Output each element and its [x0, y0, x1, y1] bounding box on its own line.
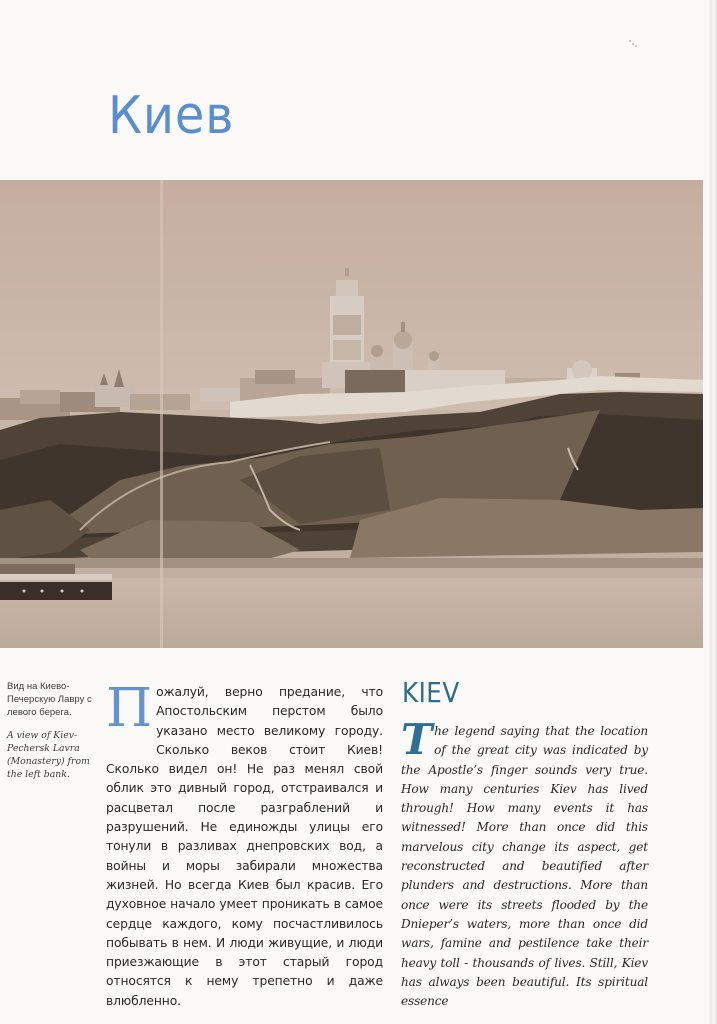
article-en-text: he legend saying that the location of the great city was indicated by the Apostle’s finger sounds very true. How many centuries Kiev has lived through! How many events it has witnessed! More than once did this marvelous city change its aspect, get reconstructed and beautified after plunders and destructions. More than once were its streets flooded by the Dnieper’s waters, more than once did wars, famine and pestilence take their heavy toll - thousands of lives. Still, Kiev has always been beautiful. Its spiritual essence: [401, 724, 648, 1009]
heading-en: KIEV: [402, 676, 460, 709]
article-en: [401, 715, 648, 1011]
page-binding-edge: [705, 0, 717, 1024]
article-ru-text: ожалуй, верно предание, что Апостольским перстом было указано место великому городу. Сколько веков стоит Киев! Сколько видел он! Не раз менял свой облик это дивный город, отстраивался и расцветал после разграблений и разрушений. Не единожды улицы его тонули в разливах днепровских вод, а войны и моры забирали множества жизней. Но всегда Киев был красив. Его духовное начало умеет проникать в самое сердце каждого, кому посчастливилось побывать в нем. И люди живущие, и люди приезжающие в этот старый город относятся к нему трепетно и даже влюбленно.: [106, 685, 383, 1008]
caption-ru: Вид на Киево-Печерскую Лавру с левого берега.: [7, 681, 92, 718]
lavra-photo: [0, 180, 703, 648]
dropcap-ru: П: [106, 678, 153, 739]
page-title: Киев: [108, 86, 235, 146]
caption-en: A view of Kiev-Pechersk Lavra (Monastery) from the left bank.: [7, 730, 90, 780]
print-speck: [628, 38, 638, 48]
photo-caption: [7, 680, 102, 791]
article-ru: [106, 678, 383, 1011]
dropcap-en: T: [401, 715, 433, 764]
scan-fold-line: [160, 180, 163, 648]
lavra-photo-illustration: [0, 180, 703, 648]
